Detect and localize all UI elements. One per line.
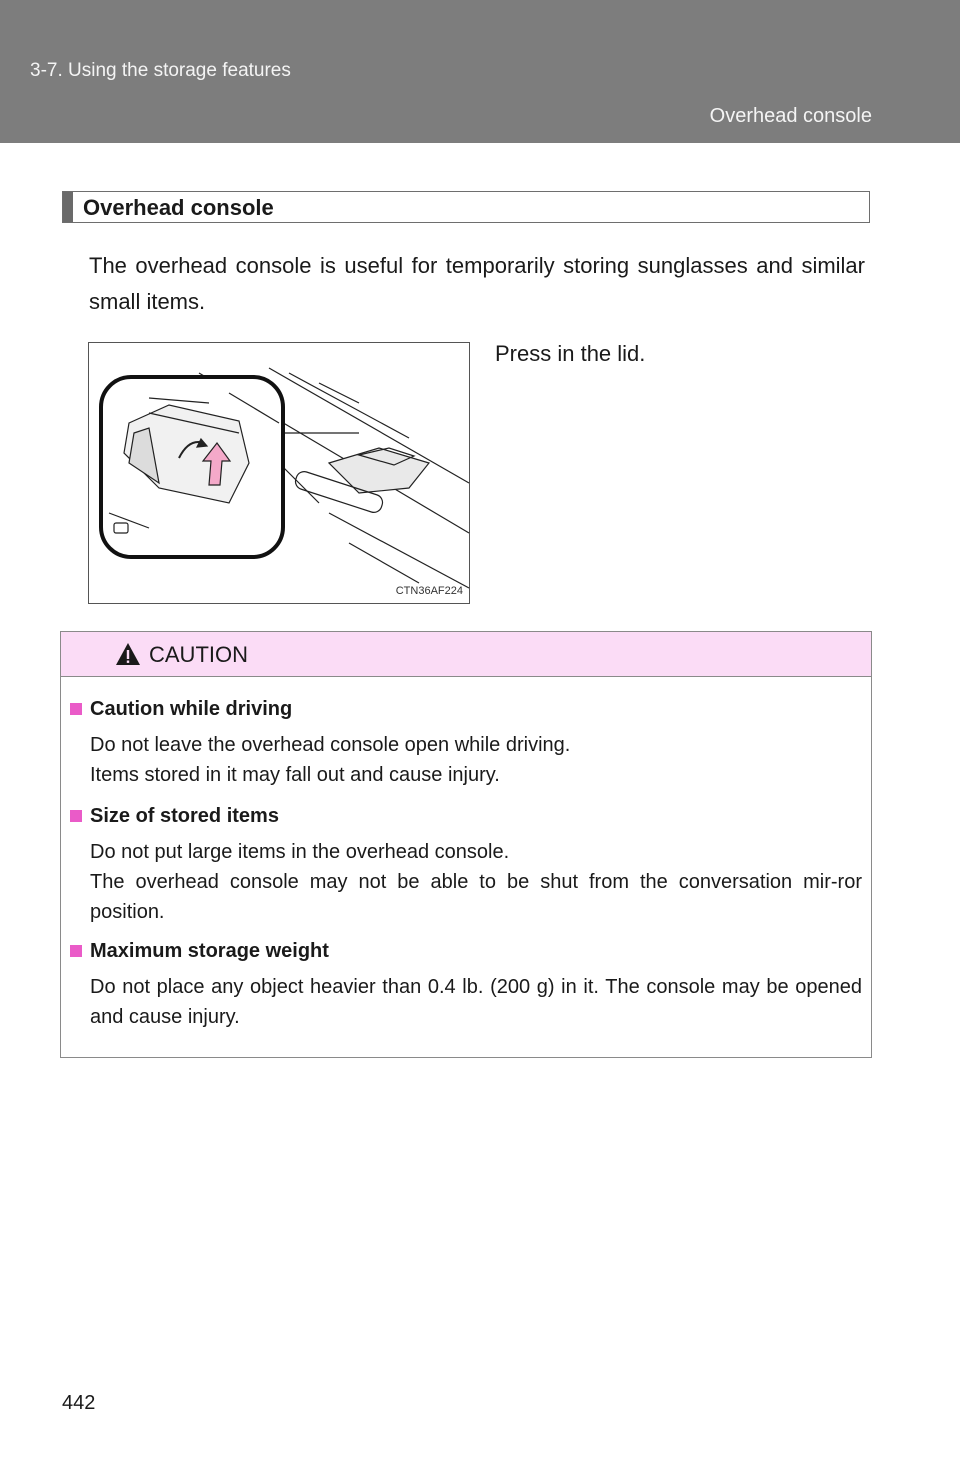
caution-item-weight [70,936,862,1032]
section-title-bar [62,191,870,223]
title-stripe [63,192,73,222]
caution-item-body: Do not leave the overhead console open while driving. Items stored in it may fall out and cause injury. [90,734,571,786]
topic-label: Overhead console [709,105,872,127]
intro-paragraph: The overhead console is useful for temporarily storing sunglasses and similar small items. [89,253,865,314]
console-drawing [89,343,471,605]
caution-item-size [70,801,862,927]
section-title: Overhead console [83,195,274,220]
section-label: 3-7. Using the storage features [30,60,291,81]
page-number: 442 [62,1392,96,1414]
caution-item-heading: Maximum storage weight [70,936,862,966]
caution-label: CAUTION [149,642,248,667]
step-instruction: Press in the lid. [495,341,646,366]
figure-code: CTN36AF224 [395,585,463,597]
page-header [0,0,960,143]
caution-item-body: Do not place any object heavier than 0.4 lb. (200 g) in it. The console may be opened and cause injury. [90,976,862,1028]
caution-item-driving [70,694,862,790]
caution-item-heading: Caution while driving [70,694,862,724]
caution-header [61,632,871,677]
caution-item-heading: Size of stored items [70,801,862,831]
caution-box [60,631,872,1058]
overhead-console-illustration [88,342,470,604]
square-bullet-icon [70,945,82,957]
square-bullet-icon [70,810,82,822]
square-bullet-icon [70,703,82,715]
warning-triangle-icon [115,642,141,666]
caution-item-body: Do not put large items in the overhead console. The overhead console may not be able to be shut from the conversation mir-ror position. [90,841,862,923]
